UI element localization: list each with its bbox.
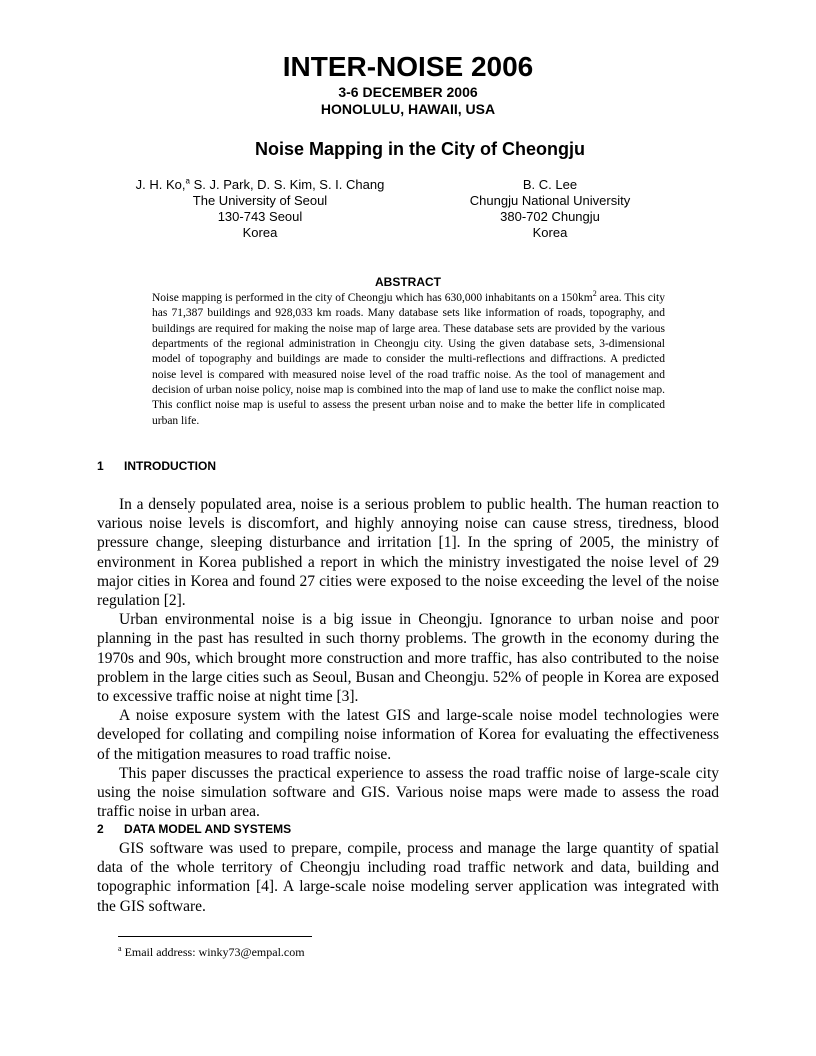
section-number: 2 — [97, 822, 104, 836]
author-institution-left: The University of Seoul — [192, 193, 328, 208]
section-heading-introduction — [97, 459, 216, 474]
paragraph: In a densely populated area, noise is a serious problem to public health. The human reaction to various noise levels is discomfort, and highly annoying noise can cause stress, tiredness, blood pressure change, sleeping disturbance and irritation [1]. In the spring of 2005, the ministry of environment in Korea published a report in which the ministry investigated the noise level of 29 major cities in Korea and found 27 cities were exposed to the noise exceeding the level of the noise regulation [2]. — [97, 496, 719, 610]
author-names-part: S. J. Park, D. S. Kim, S. I. Chang — [189, 177, 385, 192]
author-names-right: B. C. Lee — [522, 177, 578, 192]
abstract-text — [152, 291, 665, 429]
section-title: INTRODUCTION — [124, 459, 216, 473]
conference-date: 3-6 DECEMBER 2006 — [338, 84, 478, 100]
section-title: DATA MODEL AND SYSTEMS — [124, 822, 292, 836]
author-names-left — [110, 177, 410, 193]
author-country-left: Korea — [242, 225, 278, 240]
superscript: 2 — [592, 289, 597, 299]
abstract-heading: ABSTRACT — [375, 275, 441, 289]
paragraph: Urban environmental noise is a big issue in Cheongju. Ignorance to urban noise and poor planning in the past has resulted in such thorny problems. The growth in the economy during the 1970s and 90s, which brought more construction and more traffic, has also contributed to the noise problem in the large cities such as Seoul, Busan and Cheongju. 52% of people in Korea are exposed to excessive traffic noise at night time [3]. — [97, 611, 719, 706]
conference-title: INTER-NOISE 2006 — [282, 51, 534, 82]
abstract-text-part: area. This city has 71,387 buildings and 928,033 km roads. Many database sets like information of roads, topography, and buildings are required for making the noise map of large area. These database sets are provided by the various departments of the regional administration in Cheongju city. Using the given database sets, 3-dimensional model of topography and buildings are made to consider the multi-reflections and diffractions. A predicted noise level is compared with measured noise level of the road traffic noise. As the tool of management and decision of urban noise policy, noise map is combined into the map of land use to make the conflict noise map. This conflict noise map is useful to assess the present urban noise and to make the better life in complicated urban life. — [152, 292, 665, 427]
author-country-right: Korea — [532, 225, 568, 240]
section-body-data-model — [97, 839, 719, 916]
footnote-marker: a — [185, 176, 190, 186]
paragraph: A noise exposure system with the latest GIS and large-scale noise model technologies were developed for collating and compiling noise information of Korea for evaluating the effectiveness of the mitigation measures to road traffic noise. — [97, 707, 719, 763]
paragraph: This paper discusses the practical experience to assess the road traffic noise of large-scale city using the noise simulation software and GIS. Various noise maps were made to assess the road traffic noise in urban area. — [97, 764, 719, 821]
abstract-text-part: Noise mapping is performed in the city of Cheongju which has 630,000 inhabitants on a 150km — [152, 292, 593, 304]
footnote-divider — [118, 936, 312, 937]
section-number: 1 — [97, 459, 104, 473]
paper-title: Noise Mapping in the City of Cheongju — [255, 139, 585, 159]
author-postal-right: 380-702 Chungju — [500, 209, 600, 224]
author-block-right — [450, 177, 650, 241]
section-heading-data-model — [97, 822, 291, 837]
footnote-marker: a — [118, 944, 122, 953]
footnote-text: Email address: winky73@empal.com — [121, 945, 305, 959]
paragraph: GIS software was used to prepare, compile, process and manage the large quantity of spatial data of the whole territory of Cheongju including road traffic network and data, building and topographic information [4]. A large-scale noise modeling server application was integrated with the GIS software. — [97, 840, 719, 915]
author-postal-left: 130-743 Seoul — [217, 209, 303, 224]
author-block-left — [110, 177, 410, 241]
author-institution-right: Chungju National University — [469, 193, 631, 208]
author-names-part: J. H. Ko, — [135, 177, 186, 192]
section-body-introduction — [97, 495, 719, 821]
conference-location: HONOLULU, HAWAII, USA — [320, 101, 496, 117]
footnote — [118, 945, 305, 960]
